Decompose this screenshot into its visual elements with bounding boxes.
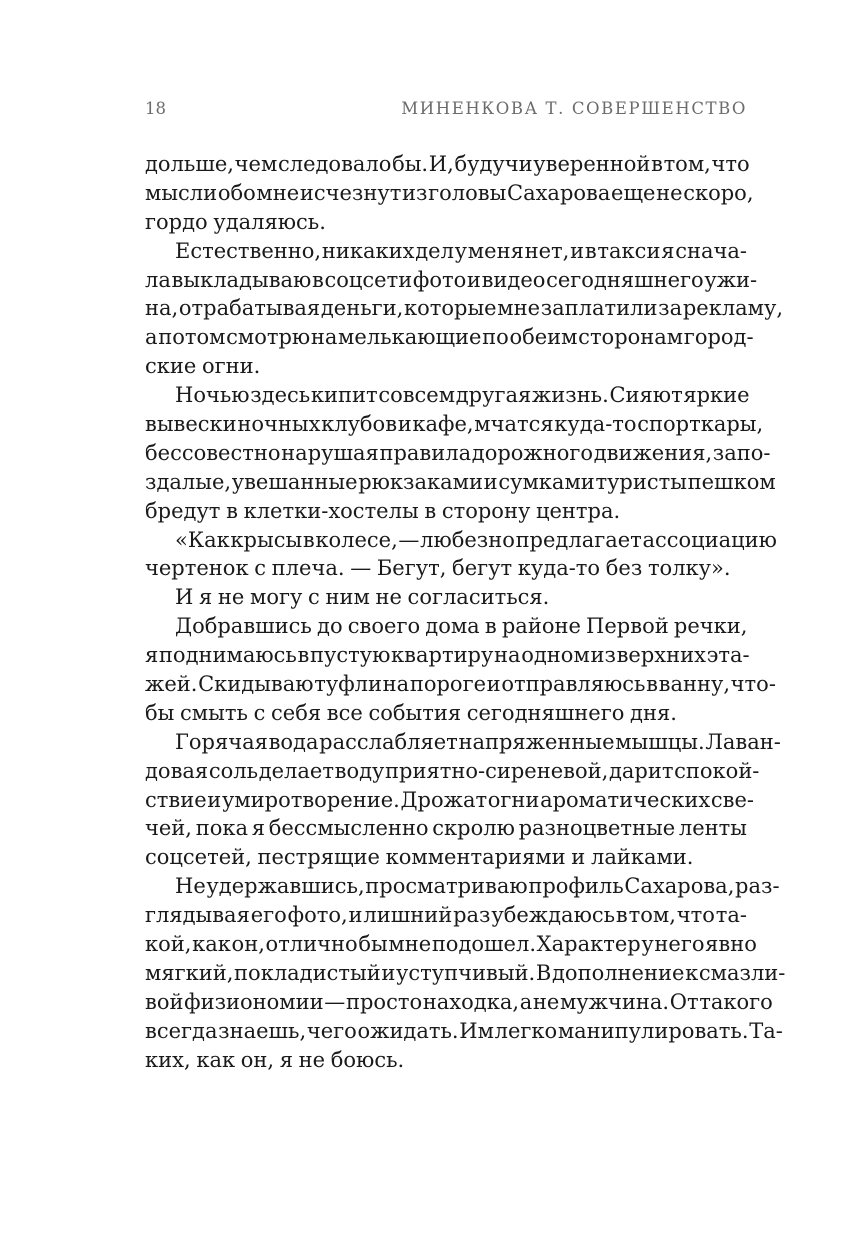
text-line: И я не могу с ним не согласиться. [175, 585, 550, 610]
text-line: а потом смотрю на мелькающие по обеим сторонам город- [145, 325, 754, 350]
text-line: бессовестно нарушая правила дорожного движения, запо- [145, 440, 771, 465]
text-line: глядывая его фото, и лишний раз убеждаюсь в том, что та- [145, 903, 747, 928]
text-line: «Как крысы в колесе, — любезно предлагает ассоциацию [175, 527, 777, 552]
text-line: вой физиономии — просто находка, а не мужчина. От такого [145, 989, 773, 1014]
text-line: ла выкладываю в соцсети фото и видео сегодняшнего ужи- [145, 267, 758, 292]
text-line: здалые, увешанные рюкзаками и сумками туристы пешком [145, 469, 776, 494]
text-line: гордо удаляюсь. [145, 209, 326, 234]
text-line: мысли обо мне исчезнут из головы Сахарова еще не скоро, [145, 180, 754, 205]
text-line: Естественно, никаких дел у меня нет, и в такси я снача- [175, 238, 747, 263]
text-line: мягкий, покладистый и уступчивый. В дополнение к смазли- [145, 960, 786, 985]
text-line: чертенок с плеча. — Бегут, бегут куда-то без толку». [145, 556, 731, 581]
text-line: Добравшись до своего дома в районе Первой речки, [175, 614, 748, 639]
text-line: Не удержавшись, просматриваю профиль Сахарова, раз- [175, 874, 780, 899]
text-line: кой, как он, отлично бы мне подошел. Характер у него явно [145, 932, 757, 957]
page-header [145, 95, 747, 121]
text-line: ких, как он, я не боюсь. [145, 1047, 405, 1072]
text-line: соцсетей, пестрящие комментариями и лайками. [145, 845, 694, 870]
text-line: жей. Скидываю туфли на пороге и отправляюсь в ванну, что- [145, 672, 776, 697]
body-text [145, 150, 786, 1075]
running-title: МИНЕНКОВА Т. СОВЕРШЕНСТВО [401, 98, 747, 118]
text-line: на, отрабатывая деньги, которые мне заплатили за рекламу, [145, 296, 784, 321]
text-line: Горячая вода расслабляет напряженные мышцы. Лаван- [175, 729, 781, 754]
text-line: чей, пока я бессмысленно скролю разноцветные ленты [145, 816, 747, 841]
text-line: вывески ночных клубов и кафе, мчатся куда-то спорткары, [145, 412, 764, 437]
text-line: довая соль делает воду приятно-сиреневой, дарит спокой- [145, 758, 760, 783]
text-line: Ночью здесь кипит совсем другая жизнь. Сияют яркие [175, 383, 750, 408]
text-line: всегда знаешь, чего ожидать. Им легко манипулировать. Та- [145, 1018, 783, 1043]
page-number: 18 [145, 98, 166, 118]
text-line: бредут в клетки-хостелы в сторону центра. [145, 498, 621, 523]
text-line: я поднимаюсь в пустую квартиру на одном из верхних эта- [145, 643, 750, 668]
text-line: ские огни. [145, 354, 261, 379]
text-line: дольше, чем следовало бы. И, будучи уверенной в том, что [145, 152, 750, 176]
text-line: бы смыть с себя все события сегодняшнего дня. [145, 700, 677, 725]
text-line: ствие и умиротворение. Дрожат огни ароматических све- [145, 787, 754, 812]
